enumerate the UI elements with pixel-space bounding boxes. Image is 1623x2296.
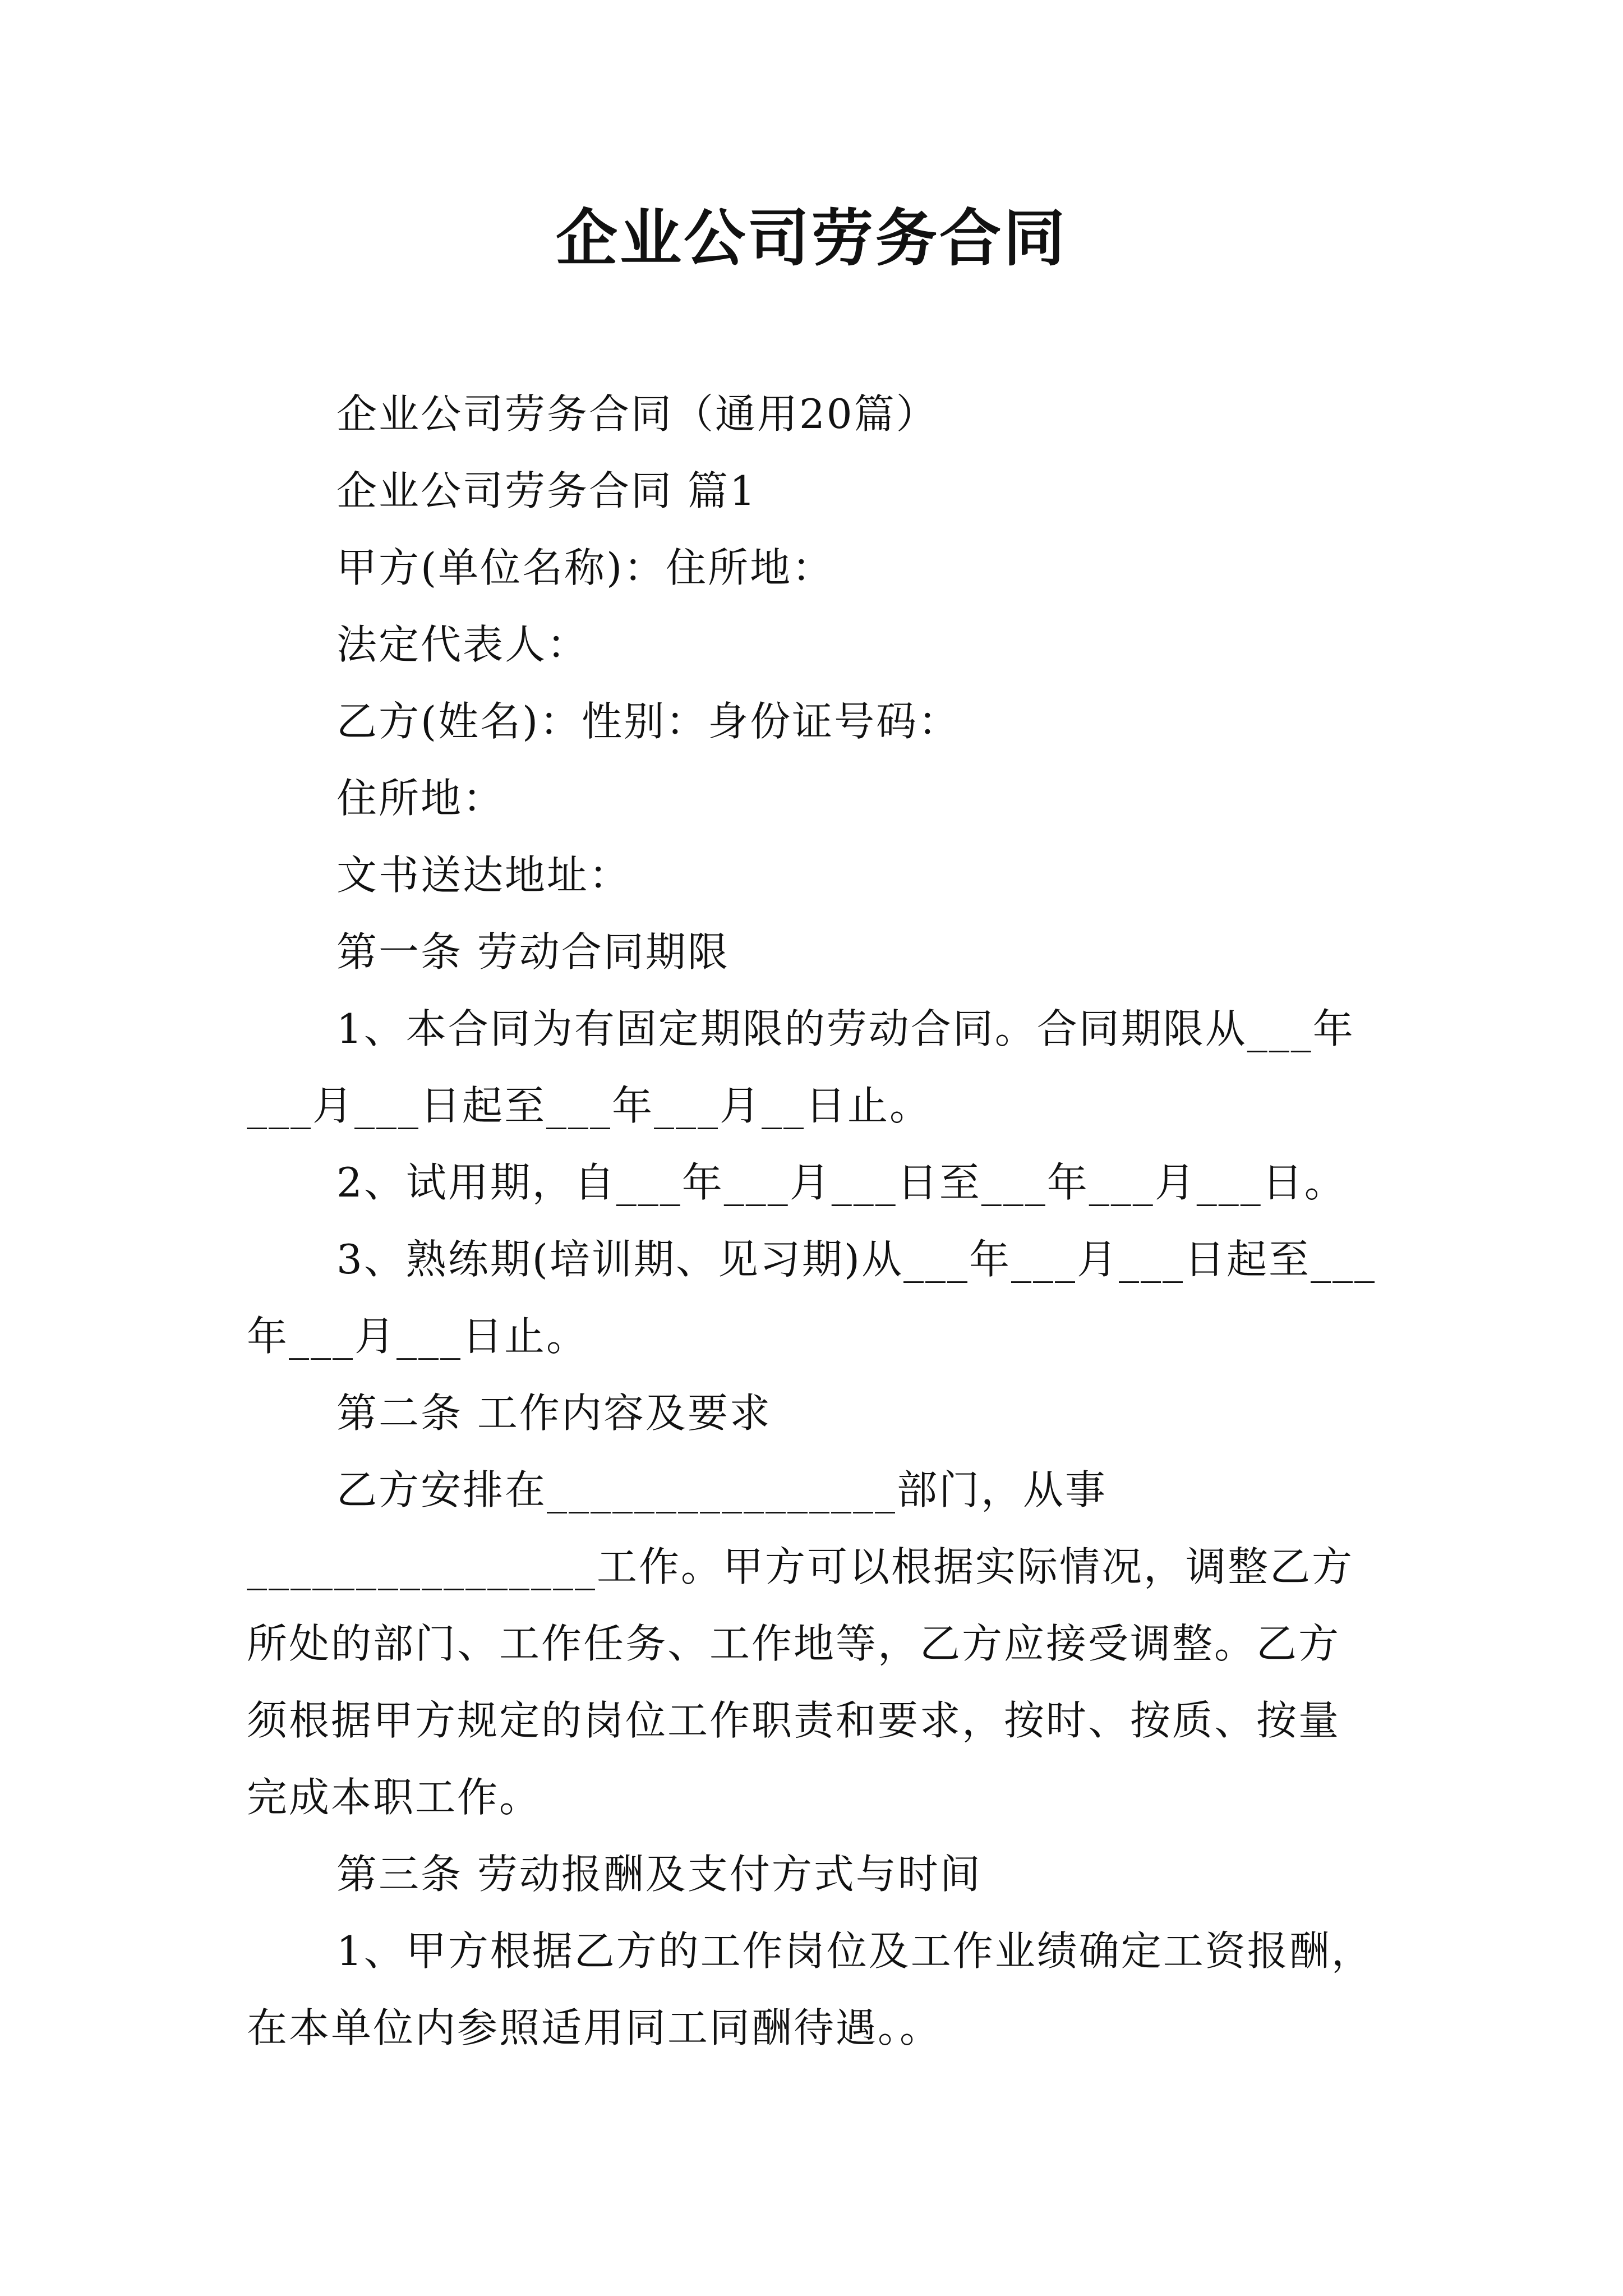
subtitle-line: 企业公司劳务合同（通用20篇）	[336, 390, 938, 438]
article-2-para-line-4: 须根据甲方规定的岗位工作职责和要求，按时、按质、按量	[247, 1697, 1341, 1744]
delivery-address-line: 文书送达地址：	[336, 852, 631, 899]
article-1-clause-3-cont: 年___月___日止。	[247, 1313, 589, 1360]
article-1-heading: 第一条 劳动合同期限	[336, 928, 730, 976]
article-3-heading: 第三条 劳动报酬及支付方式与时间	[336, 1851, 982, 1898]
article-2-heading: 第二条 工作内容及要求	[336, 1389, 772, 1437]
document-title: 企业公司劳务合同	[556, 202, 1067, 274]
article-2-para-line-2: ________________工作。甲方可以根据实际情况，调整乙方	[247, 1543, 1354, 1590]
article-3-clause-1: 1、甲方根据乙方的工作岗位及工作业绩确定工资报酬，	[336, 1927, 1373, 1975]
article-1-clause-3: 3、熟练期(培训期、见习期)从___年___月___日起至___	[336, 1236, 1376, 1283]
article-2-para-line-5: 完成本职工作。	[247, 1774, 542, 1821]
article-2-para-line-3: 所处的部门、工作任务、工作地等，乙方应接受调整。乙方	[247, 1620, 1341, 1667]
party-a-line: 甲方(单位名称)：住所地：	[336, 544, 834, 591]
article-1-clause-1: 1、本合同为有固定期限的劳动合同。合同期限从___年	[336, 1005, 1355, 1052]
article-2-para-line-1: 乙方安排在________________部门，从事	[336, 1466, 1108, 1513]
article-3-clause-1-cont: 在本单位内参照适用同工同酬待遇。。	[247, 2004, 942, 2051]
document-body	[247, 376, 1391, 2067]
article-1-clause-1-cont: ___月___日起至___年___月__日止。	[247, 1082, 932, 1129]
article-1-clause-2: 2、试用期，自___年___月___日至___年___月___日。	[336, 1159, 1347, 1206]
legal-rep-line: 法定代表人：	[336, 621, 589, 668]
residence-line: 住所地：	[336, 775, 505, 822]
section-heading: 企业公司劳务合同 篇1	[336, 467, 757, 514]
party-b-line: 乙方(姓名)：性别：身份证号码：	[336, 698, 961, 745]
